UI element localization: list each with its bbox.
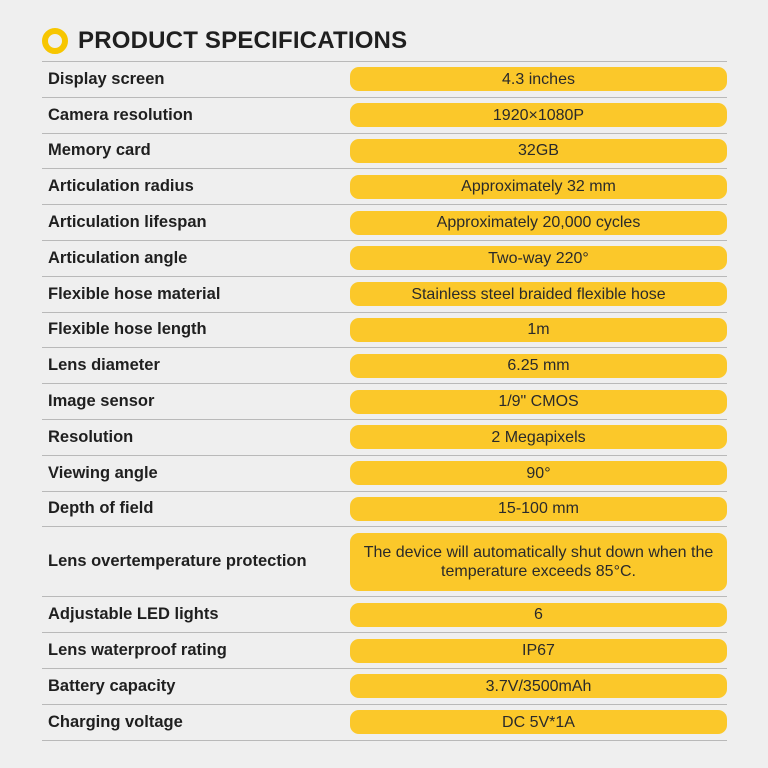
- spec-label: Lens diameter: [48, 356, 160, 375]
- spec-label: Articulation angle: [48, 248, 188, 267]
- spec-table: [42, 61, 727, 741]
- spec-row-articulation-lifespan: [42, 205, 727, 241]
- spec-value: 2 Megapixels: [350, 425, 727, 449]
- spec-row-adjustable-led-lights: [42, 597, 727, 633]
- spec-row-lens-overtemperature-protection: [42, 527, 727, 597]
- spec-label: Memory card: [48, 141, 151, 160]
- spec-label: Depth of field: [48, 499, 154, 518]
- spec-label: Camera resolution: [48, 105, 193, 124]
- circle-bullet-icon: [42, 28, 68, 54]
- spec-row-image-sensor: [42, 384, 727, 420]
- spec-label: Articulation lifespan: [48, 213, 207, 232]
- spec-label: Display screen: [48, 69, 165, 88]
- spec-row-depth-of-field: [42, 492, 727, 528]
- spec-value: 1920×1080P: [350, 103, 727, 127]
- spec-label: Articulation radius: [48, 177, 194, 196]
- spec-value: Stainless steel braided flexible hose: [350, 282, 727, 306]
- spec-value: 1/9" CMOS: [350, 390, 727, 414]
- spec-label: Flexible hose length: [48, 320, 207, 339]
- spec-label: Lens overtemperature protection: [48, 552, 307, 571]
- spec-label: Image sensor: [48, 392, 155, 411]
- spec-value: IP67: [350, 639, 727, 663]
- spec-row-lens-diameter: [42, 348, 727, 384]
- spec-label: Viewing angle: [48, 463, 158, 482]
- spec-value: 6.25 mm: [350, 354, 727, 378]
- spec-row-flexible-hose-material: [42, 277, 727, 313]
- spec-label: Battery capacity: [48, 676, 176, 695]
- spec-row-charging-voltage: [42, 705, 727, 741]
- spec-row-battery-capacity: [42, 669, 727, 705]
- spec-value: 4.3 inches: [350, 67, 727, 91]
- spec-value: 6: [350, 603, 727, 627]
- spec-value: Approximately 32 mm: [350, 175, 727, 199]
- spec-value: 90°: [350, 461, 727, 485]
- spec-value: The device will automatically shut down when the temperature exceeds 85°C.: [350, 533, 727, 591]
- page-title: PRODUCT SPECIFICATIONS: [78, 27, 408, 54]
- spec-row-resolution: [42, 420, 727, 456]
- spec-value: 3.7V/3500mAh: [350, 674, 727, 698]
- header: [42, 24, 407, 58]
- spec-label: Resolution: [48, 427, 134, 446]
- spec-row-articulation-radius: [42, 169, 727, 205]
- spec-row-articulation-angle: [42, 241, 727, 277]
- spec-label: Adjustable LED lights: [48, 605, 219, 624]
- spec-row-camera-resolution: [42, 98, 727, 134]
- spec-row-lens-waterproof-rating: [42, 633, 727, 669]
- spec-value: 1m: [350, 318, 727, 342]
- spec-row-flexible-hose-length: [42, 313, 727, 349]
- spec-value: Two-way 220°: [350, 246, 727, 270]
- spec-label: Lens waterproof rating: [48, 641, 227, 660]
- spec-row-memory-card: [42, 134, 727, 170]
- spec-value: 32GB: [350, 139, 727, 163]
- spec-label: Flexible hose material: [48, 284, 221, 303]
- spec-row-viewing-angle: [42, 456, 727, 492]
- spec-row-display-screen: [42, 62, 727, 98]
- spec-value: 15-100 mm: [350, 497, 727, 521]
- spec-value: DC 5V*1A: [350, 710, 727, 734]
- spec-value: Approximately 20,000 cycles: [350, 211, 727, 235]
- spec-label: Charging voltage: [48, 712, 183, 731]
